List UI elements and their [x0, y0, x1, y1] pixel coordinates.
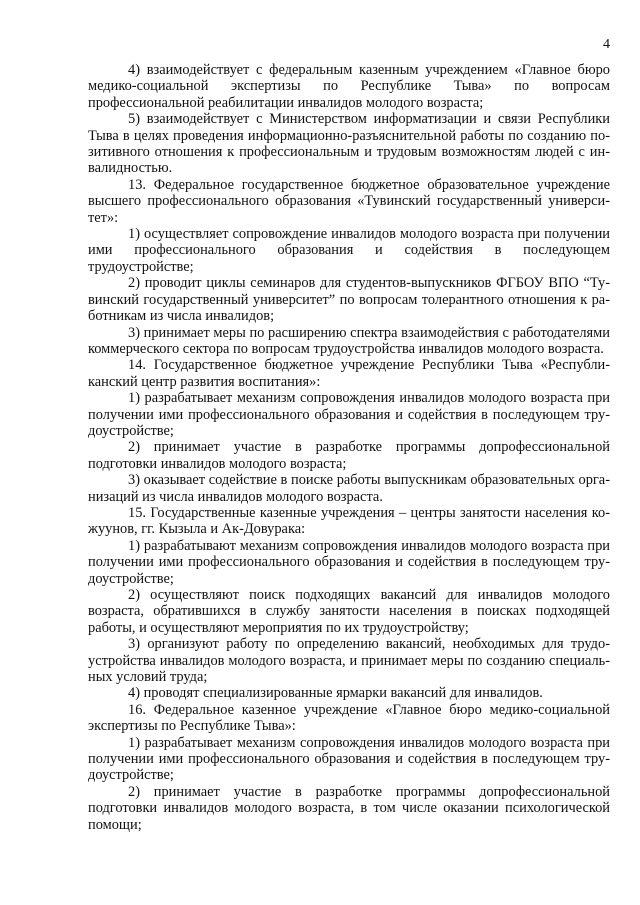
paragraph: 3) принимает меры по расширению спектра взаимодействия с работодателями коммерческого сектора по вопросам трудоустройства инвалидов молодого возраста. — [88, 324, 610, 357]
paragraph: 1) разрабатывает механизм сопровождения инвалидов молодого возраста при получении ими профессионального образования и содействия в последующем трудоустройстве; — [88, 734, 610, 784]
paragraph: 2) принимает участие в разработке программы допрофессиональной подготовки инвалидов молодого возраста; — [88, 439, 610, 472]
paragraph: 16. Федеральное казенное учреждение «Главное бюро медико-социальной экспертизы по Республике Тыва»: — [88, 701, 610, 735]
paragraph: 1) разрабатывает механизм сопровождения инвалидов молодого возраста при получении ими профессионального образования и содействия в последующем трудоустройстве; — [88, 390, 610, 439]
document-body — [88, 62, 610, 833]
paragraph: 4) проводят специализированные ярмарки вакансий для инвалидов. — [128, 685, 543, 702]
paragraph: 3) организуют работу по определению вакансий, необходимых для трудоустройства инвалидов молодого возраста, и принимает меры по созданию специальных условий труда; — [88, 636, 610, 686]
page-number: 4 — [603, 37, 610, 52]
paragraph: 15. Государственные казенные учреждения – центры занятости населения кожуунов, гг. Кызыла и Ак-Довурака: — [88, 504, 610, 538]
paragraph: 1) разрабатывают механизм сопровождения инвалидов молодого возраста при получении ими профессионального образования и содействия в последующем трудоустройстве; — [88, 537, 610, 587]
paragraph: 2) проводит циклы семинаров для студентов-выпускников ФГБОУ ВПО “Тувинский государственный университет” по вопросам толерантного отношения к работникам из числа инвалидов; — [88, 275, 610, 325]
paragraph: 4) взаимодействует с федеральным казенным учреждением «Главное бюро медико-социальной экспертизы по Республике Тыва» по вопросам профессиональной реабилитации инвалидов молодого возраста; — [88, 62, 610, 111]
paragraph: 3) оказывает содействие в поиске работы выпускникам образовательных организаций из числа инвалидов молодого возраста. — [88, 472, 610, 505]
paragraph: 1) осуществляет сопровождение инвалидов молодого возраста при получении ими профессионального образования и содействия в последующем трудоустройстве; — [88, 226, 610, 275]
paragraph: 13. Федеральное государственное бюджетное образовательное учреждение высшего профессионального образования «Тувинский государственный университет»: — [88, 176, 610, 226]
paragraph: 5) взаимодействует с Министерством информатизации и связи Республики Тыва в целях проведения информационно-разъяснительной работы по созданию позитивного отношения к профессиональным и трудовым возможностям людей с инвалидностью. — [88, 111, 610, 177]
paragraph: 2) осуществляют поиск подходящих вакансий для инвалидов молодого возраста, обратившихся в службу занятости населения в поисках подходящей работы, и осуществляют мероприятия по их трудоустройству; — [88, 587, 610, 636]
paragraph: 2) принимает участие в разработке программы допрофессиональной подготовки инвалидов молодого возраста, в том числе оказании психологической помощи; — [88, 783, 610, 833]
paragraph: 14. Государственное бюджетное учреждение Республики Тыва «Республиканский центр развития воспитания»: — [88, 357, 610, 390]
